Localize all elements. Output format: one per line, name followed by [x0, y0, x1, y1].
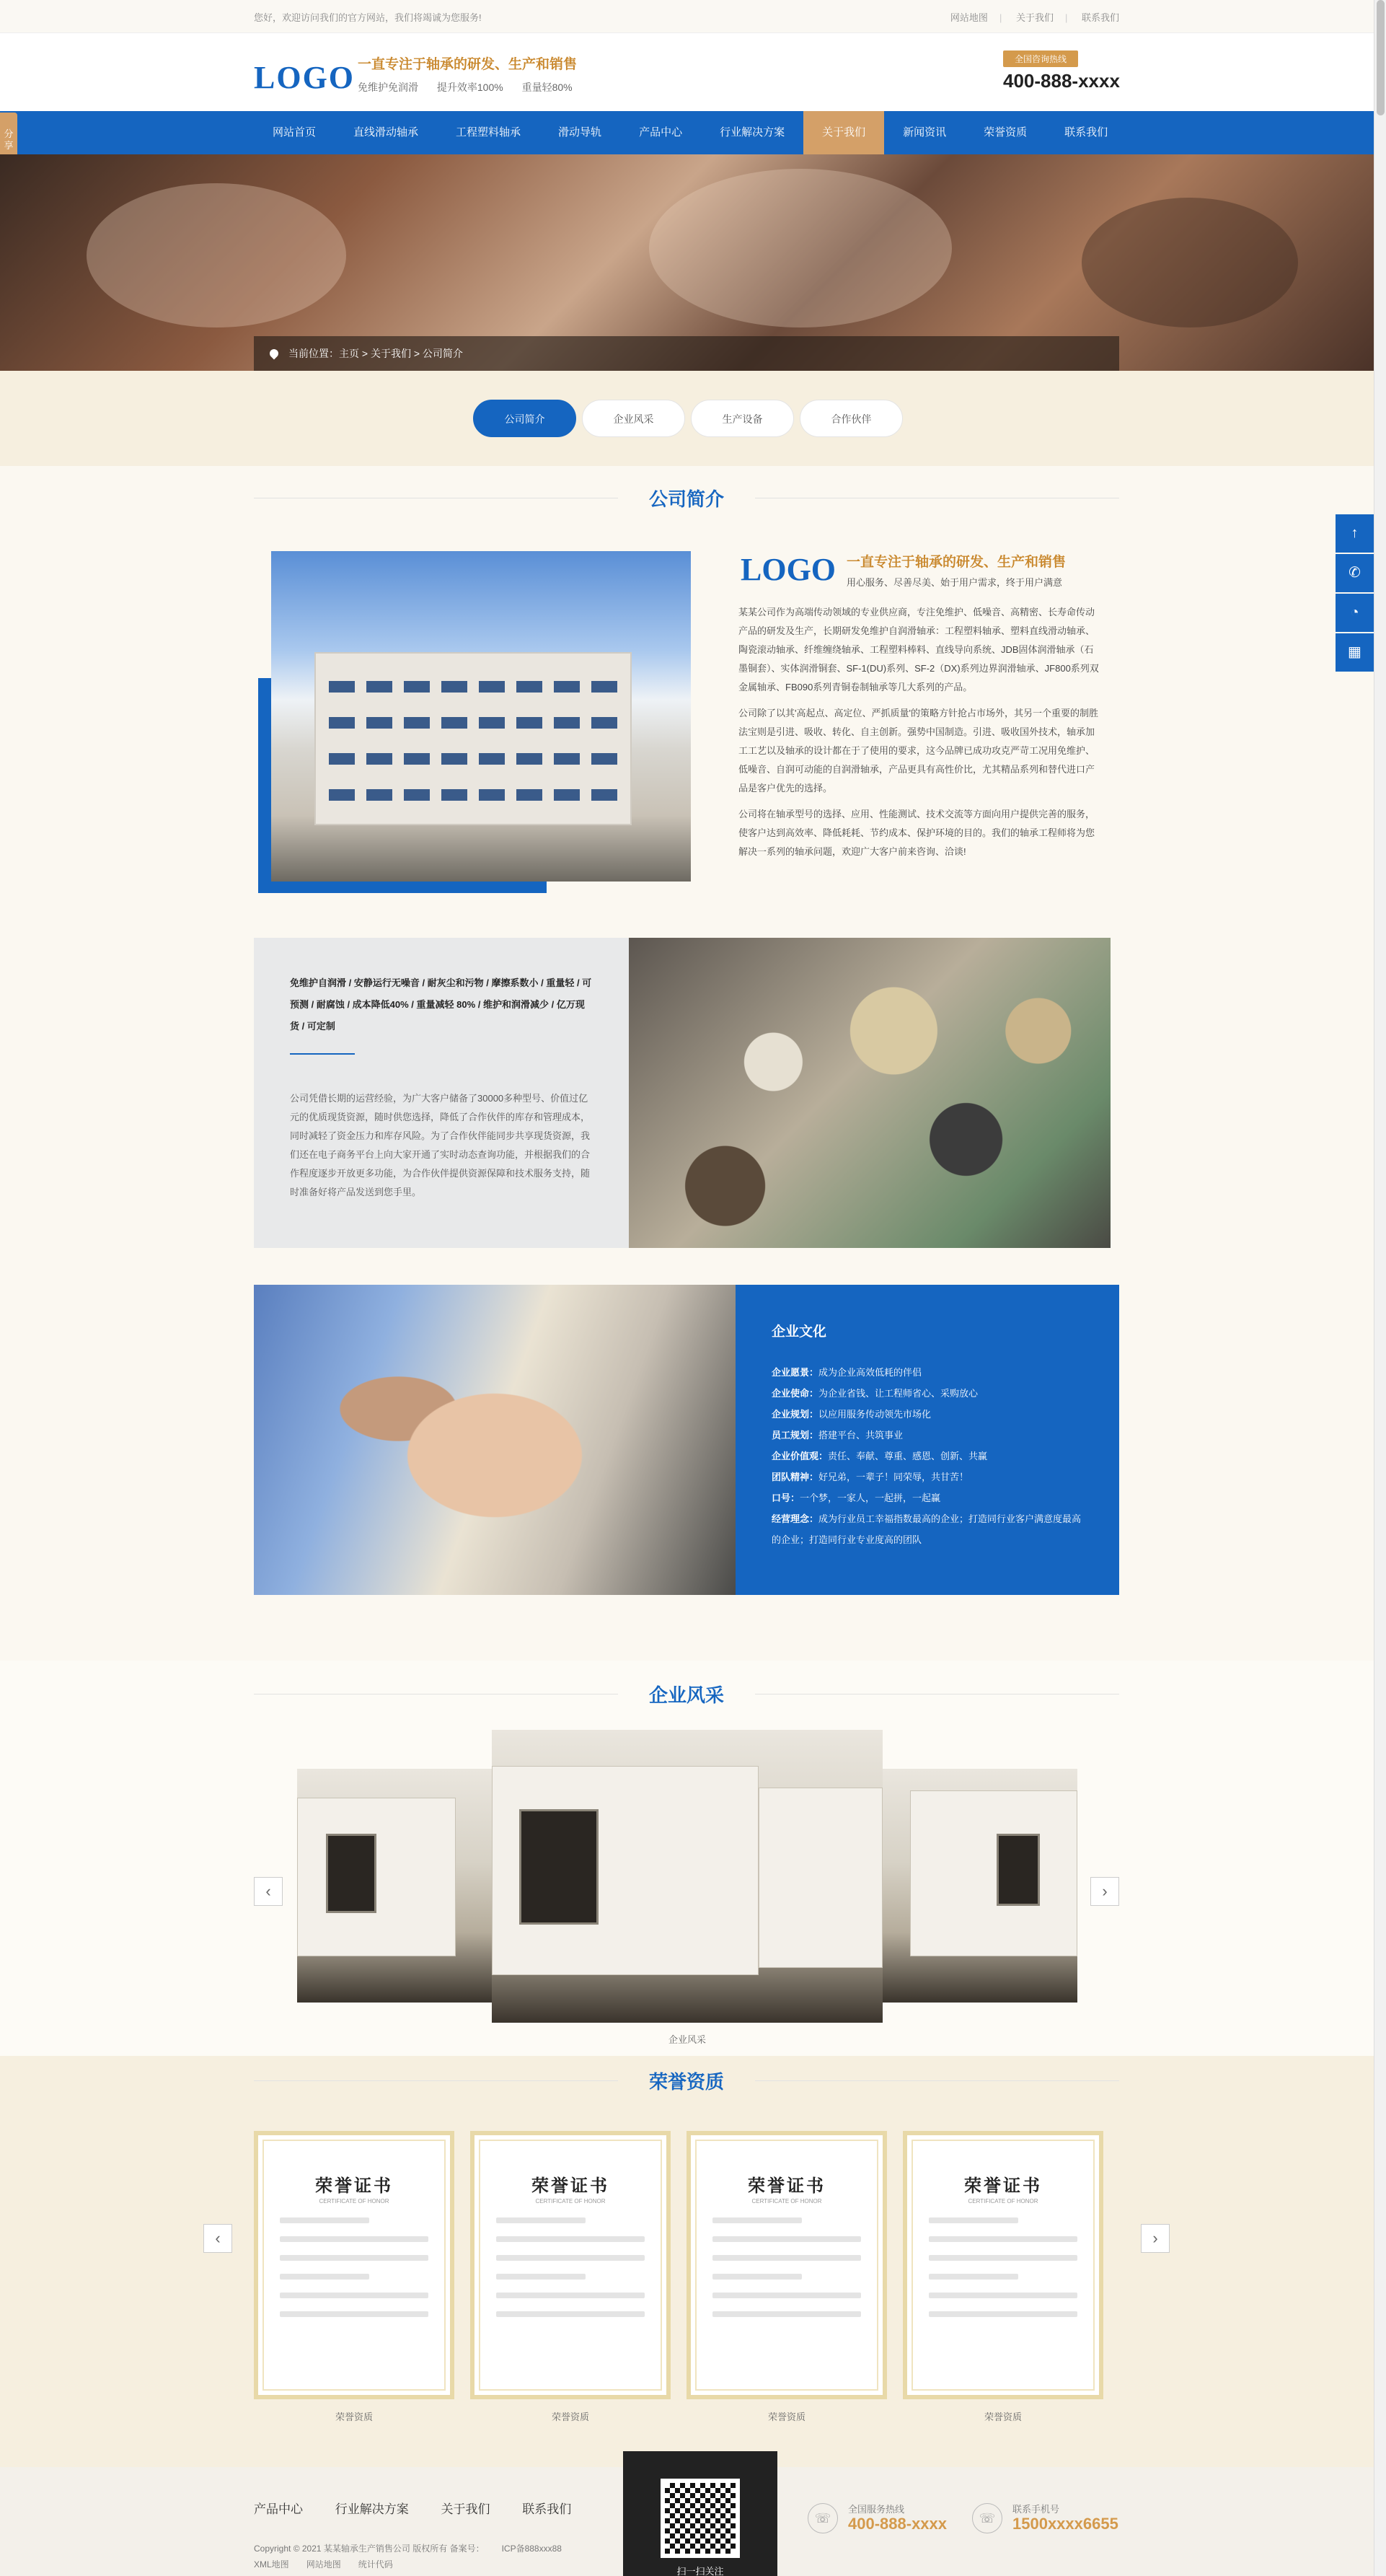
decor-bar	[258, 678, 271, 893]
hotline-number: 400-888-xxxx	[1003, 70, 1120, 92]
culture-item: 口号：一个梦，一家人，一起拼，一起赢	[772, 1493, 941, 1503]
footer-hotline-label: 全国服务热线	[848, 2504, 905, 2515]
company-building-image	[271, 551, 691, 882]
welcome-text: 您好，欢迎访问我们的官方网站，我们将竭诚为您服务!	[254, 12, 482, 23]
top-bar	[0, 0, 1374, 33]
feature-heading: 免维护自润滑 / 安静运行无噪音 / 耐灰尘和污物 / 摩擦系数小 / 重量轻 / 可预测 / 耐腐蚀 / 成本降低40% / 重量减轻 80% / 维护和润滑减少 / 亿万现货 / 可定制	[290, 977, 592, 1032]
intro-paragraph: 公司将在轴承型号的选择、应用、性能测试、技术交流等方面向用户提供完善的服务，使客户达到高效率、降低耗耗、节约成本、保护环境的目的。我们的轴承工程师将为您解决一系列的轴承问题，欢迎广大客户前来咨询、洽谈!	[738, 809, 1095, 857]
carousel-slide[interactable]	[297, 1769, 493, 2003]
feature-2: 提升效率100%	[436, 82, 503, 93]
intro-paragraph: 某某公司作为高端传动领域的专业供应商，专注免维护、低噪音、高精密、长寿命传动产品的研发及生产，长期研发免维护自润滑轴承：工程塑料轴承、塑料直线滑动轴承、陶瓷滚动轴承、纤维缠绕轴承、工程塑料棒料、直线导向系统、JDB固体润滑轴承（石墨铜套）、实体润滑铜套、SF-1(DU)系列、SF-2（DX)系列边界润滑轴承、JF800系列双金属轴承、FB090系列青铜卷制轴承等几大系列的产品。	[738, 607, 1099, 693]
culture-panel	[736, 1285, 1119, 1595]
intro-text	[738, 603, 1099, 869]
intro-paragraph: 公司除了以其'高起点、高定位、严抓质量'的策略方针抢占市场外，其另一个重要的制胜法宝则是引进、吸收、转化、自主创新。强势中国制造。引进、吸收国外技术，轴承加工工艺以及轴承的设计都在于了使用的要求，这今品牌已成功攻克严苛工况用免维护、低噪音、自润可动能的自润滑轴承，产品更具有高性价比，尤其精品系列和替代进口产品是客户优先的选择。	[738, 708, 1098, 794]
culture-item: 企业规划：以应用服务传动领先市场化	[772, 1409, 932, 1420]
bearing-products-image	[629, 938, 1111, 1248]
floating-sidebar	[1336, 514, 1374, 673]
culture-title: 企业文化	[772, 1324, 827, 1340]
carousel-slide[interactable]	[881, 1769, 1077, 2003]
main-nav	[0, 111, 1374, 154]
carousel-next-button[interactable]: ›	[1090, 1877, 1119, 1906]
nav-solutions[interactable]: 行业解决方案	[720, 126, 785, 139]
culture-item: 团队精神：好兄弟，一辈子！同荣辱，共甘苦！	[772, 1472, 969, 1482]
culture-item: 员工规划：搭建平台、共筑事业	[772, 1430, 904, 1441]
copyright-text: Copyright © 2021 某某轴承生产销售公司 版权所有 备案号：	[254, 2544, 485, 2554]
feature-1: 免维护免润滑	[358, 82, 418, 93]
honor-caption: 荣誉资质	[984, 2412, 1022, 2422]
qr-code-panel	[623, 2451, 777, 2576]
feature-text: 公司凭借长期的运营经验，为广大客户储备了30000多种型号、价值过亿元的优质现货资源，随时供您选择，降低了合作伙伴的库存和管理成本，同时减轻了资金压力和库存风险。为了合作伙伴能同步共享现货资源，我们还在电子商务平台上向大家开通了实时动态查询功能，并根据我们的合作程度逐步开放更多功能，为合作伙伴提供资源保障和技术服务支持，随时准备好将产品发送到您手里。	[290, 1093, 591, 1197]
scrollbar-thumb[interactable]	[1377, 0, 1385, 115]
hotline-label: 全国咨询热线	[1003, 50, 1078, 67]
footer-mobile-number: 1500xxxx6655	[1012, 2515, 1118, 2533]
sitemap-link[interactable]: 网站地图	[950, 12, 988, 23]
mobile-icon: ☏	[972, 2503, 1002, 2533]
feature-3: 重量轻80%	[521, 82, 573, 93]
footer-link[interactable]: 行业解决方案	[335, 2502, 409, 2516]
footer-link[interactable]: 联系我们	[522, 2502, 572, 2516]
breadcrumb-label: 当前位置：	[288, 348, 339, 359]
honor-section-title: 荣誉资质	[254, 2067, 1119, 2094]
feature-block	[254, 938, 1119, 1248]
sitemap-link[interactable]: 网站地图	[306, 2559, 341, 2570]
breadcrumb	[254, 336, 1119, 371]
nav-slide-rail[interactable]: 滑动导轨	[558, 126, 602, 139]
icp-link[interactable]: ICP备888xxx88	[501, 2544, 562, 2554]
phone-icon[interactable]: ✆	[1336, 554, 1374, 592]
nav-about[interactable]: 关于我们	[803, 111, 884, 154]
carousel-caption: 企业风采	[668, 2034, 706, 2045]
header-hotline	[1003, 50, 1120, 92]
about-link[interactable]: 关于我们	[1015, 12, 1054, 23]
footer	[0, 2467, 1374, 2576]
carousel-prev-button[interactable]: ‹	[254, 1877, 283, 1906]
stats-link[interactable]: 统计代码	[358, 2559, 393, 2570]
logo[interactable]: LOGO	[254, 60, 356, 95]
sub-nav	[0, 371, 1374, 466]
honor-certificate[interactable]: 荣誉证书 CERTIFICATE OF HONOR	[903, 2131, 1103, 2399]
slogan-features	[358, 80, 588, 94]
feature-text-panel	[254, 938, 629, 1248]
tab-equipment[interactable]: 生产设备	[691, 400, 794, 437]
intro-subtitle: 用心服务、尽善尽美、始于用户需求，终于用户满意	[847, 577, 1063, 588]
xml-sitemap-link[interactable]: XML地图	[254, 2559, 289, 2570]
footer-mobile-label: 联系手机号	[1012, 2504, 1060, 2515]
nav-contact[interactable]: 联系我们	[1064, 126, 1108, 139]
nav-news[interactable]: 新闻资讯	[903, 126, 947, 139]
fengcai-section-title: 企业风采	[254, 1681, 1119, 1707]
header	[0, 33, 1374, 111]
honor-certificate[interactable]: 荣誉证书 CERTIFICATE OF HONOR	[470, 2131, 671, 2399]
nav-products[interactable]: 产品中心	[639, 126, 683, 139]
culture-item: 企业使命：为企业省钱、让工程师省心、采购放心	[772, 1388, 979, 1399]
footer-link[interactable]: 关于我们	[441, 2502, 490, 2516]
culture-item: 经营理念：成为行业员工幸福指数最高的企业；打造同行业客户满意度最高的企业；打造同行业专业度高的团队	[772, 1513, 1082, 1545]
nav-honor[interactable]: 荣誉资质	[984, 126, 1028, 139]
intro-logo: LOGO	[741, 552, 837, 587]
footer-link[interactable]: 产品中心	[254, 2502, 303, 2516]
honor-caption: 荣誉资质	[551, 2412, 589, 2422]
qr-label: 扫一扫关注	[676, 2566, 724, 2576]
honor-prev-button[interactable]: ‹	[203, 2224, 232, 2253]
culture-block	[254, 1285, 1119, 1595]
honor-certificate[interactable]: 荣誉证书 CERTIFICATE OF HONOR	[254, 2131, 454, 2399]
nav-linear-bearing[interactable]: 直线滑动轴承	[353, 126, 419, 139]
share-tab[interactable]: 分享	[0, 113, 17, 175]
tab-company-intro[interactable]: 公司简介	[473, 400, 576, 437]
qr-code-icon[interactable]: ▦	[1336, 633, 1374, 672]
carousel-slide-active[interactable]	[492, 1730, 883, 2023]
teamwork-hands-image	[254, 1285, 736, 1595]
scrollbar[interactable]	[1374, 0, 1386, 2576]
top-links: 网站地图 | 关于我们 | 联系我们	[950, 12, 1119, 23]
divider	[290, 1053, 355, 1055]
honor-next-button[interactable]: ›	[1141, 2224, 1170, 2253]
footer-links	[254, 2499, 600, 2517]
back-to-top-icon[interactable]: ↑	[1336, 514, 1374, 553]
honor-certificate[interactable]: 荣誉证书 CERTIFICATE OF HONOR	[687, 2131, 887, 2399]
copyright	[254, 2541, 579, 2572]
location-pin-icon	[268, 348, 281, 360]
nav-plastic-bearing[interactable]: 工程塑料轴承	[456, 126, 521, 139]
tab-company-style[interactable]: 企业风采	[582, 400, 685, 437]
header-slogan	[358, 53, 588, 94]
phone-icon: ☏	[808, 2503, 838, 2533]
culture-item: 企业愿景：成为企业高效低耗的伴侣	[772, 1367, 922, 1378]
slogan-title: 一直专注于轴承的研发、生产和销售	[358, 57, 578, 72]
nav-home[interactable]: 网站首页	[273, 126, 317, 139]
qq-icon[interactable]: ◔	[1336, 594, 1374, 632]
breadcrumb-path[interactable]: 主页 > 关于我们 > 公司简介	[339, 348, 463, 359]
footer-hotline-number: 400-888-xxxx	[848, 2515, 948, 2533]
culture-item: 企业价值观：责任、奉献、尊重、感恩、创新、共赢	[772, 1451, 988, 1461]
contact-link[interactable]: 联系我们	[1081, 12, 1119, 23]
intro-slogan: 一直专注于轴承的研发、生产和销售	[847, 555, 1067, 570]
decor-bar	[258, 882, 547, 893]
honor-caption: 荣誉资质	[767, 2412, 805, 2422]
intro-section-title: 公司简介	[254, 485, 1119, 511]
qr-code-icon	[661, 2479, 740, 2558]
honor-caption: 荣誉资质	[335, 2412, 373, 2422]
tab-partners[interactable]: 合作伙伴	[800, 400, 903, 437]
